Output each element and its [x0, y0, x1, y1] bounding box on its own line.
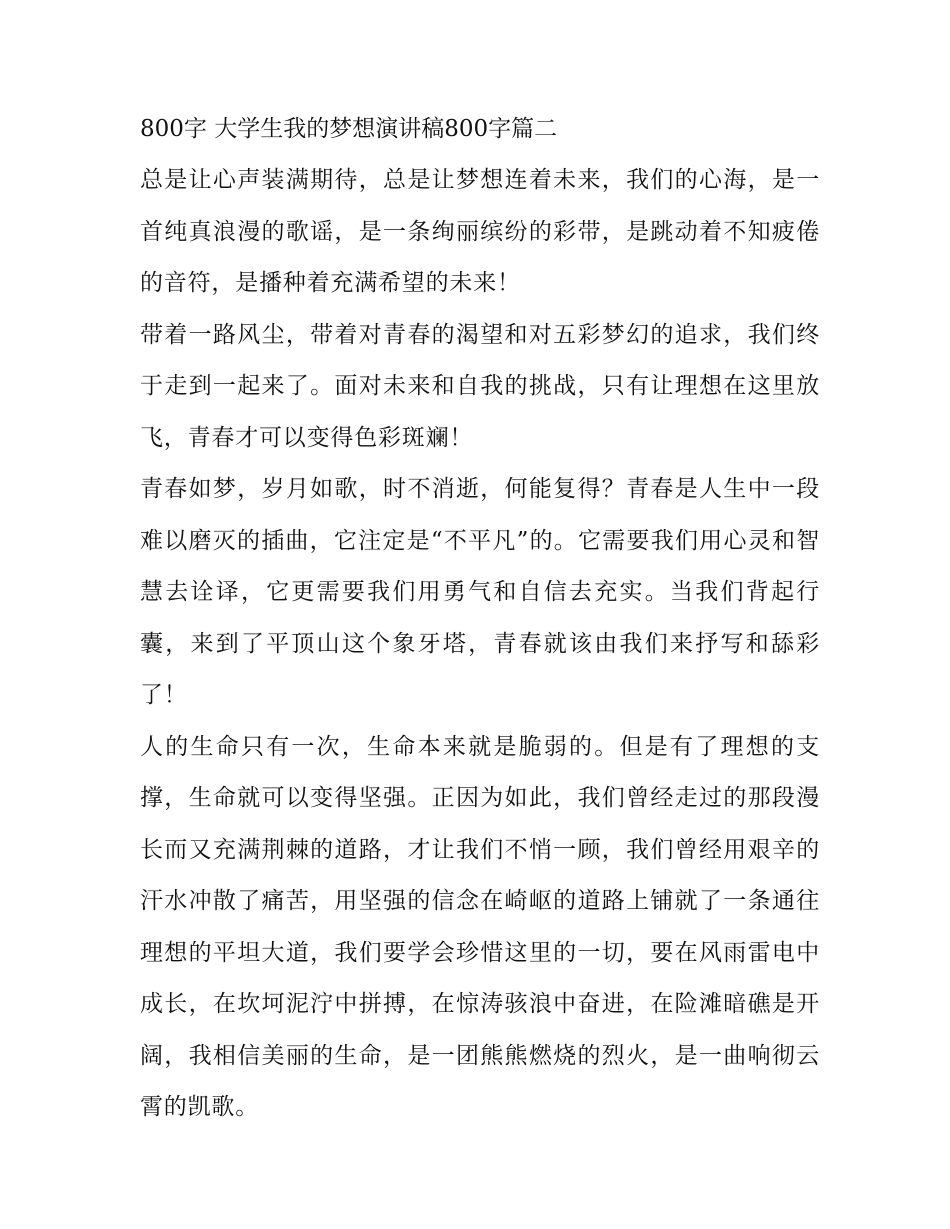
page-title: 800字 大学生我的梦想演讲稿800字篇二 — [140, 116, 558, 142]
paragraph-4: 人的生命只有一次，生命本来就是脆弱的。但是有了理想的支撑，生命就可以变得坚强。正因为如此，我们曾经走过的那段漫长而又充满荆棘的道路，才让我们不悄一顾，我们曾经用艰辛的汗水冲散了痛苦，用坚强的信念在崎岖的道路上铺就了一条通往理想的平坦大道，我们要学会珍惜这里的一切，要在风雨雷电中成长，在坎坷泥泞中拼搏，在惊涛骇浪中奋进，在险滩暗礁是开阔，我相信美丽的生命，是一团熊熊燃烧的烈火，是一曲响彻云霄的凯歌。 — [140, 733, 820, 1120]
paragraph-3: 青春如梦，岁月如歌，时不消逝，何能复得？青春是人生中一段难以磨灭的插曲，它注定是“不平凡”的。它需要我们用心灵和智慧去诠译，它更需要我们用勇气和自信去充实。当我们背起行囊，来到了平顶山这个象牙塔，青春就该由我们来抒写和舔彩了！ — [140, 476, 820, 708]
paragraph-2: 带着一路风尘，带着对青春的渴望和对五彩梦幻的追求，我们终于走到一起来了。面对未来和自我的挑战，只有让理想在这里放飞，青春才可以变得色彩斑斓！ — [140, 321, 820, 451]
paragraph-1: 总是让心声装满期待，总是让梦想连着未来，我们的心海，是一首纯真浪漫的歌谣，是一条绚丽缤纷的彩带，是跳动着不知疲倦的音符，是播种着充满希望的未来！ — [140, 167, 820, 296]
document-body — [140, 104, 820, 1134]
